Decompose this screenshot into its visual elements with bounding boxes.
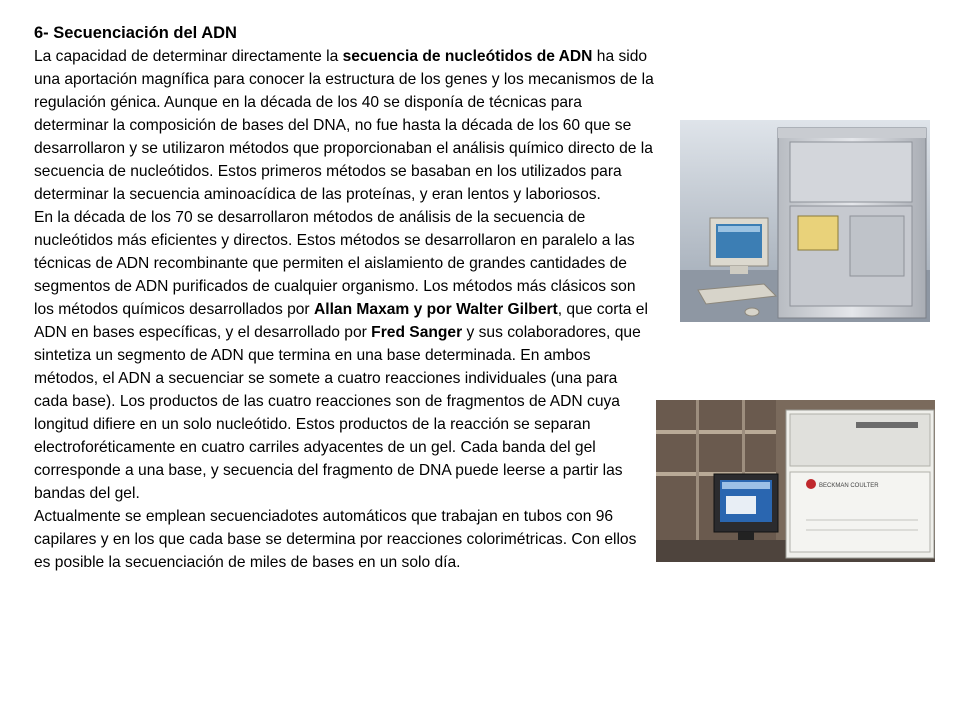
page-title: 6- Secuenciación del ADN (34, 24, 237, 42)
p2-text-c: , que corta el ADN en bases específicas, y el desarrollado por (34, 301, 648, 341)
document-body (34, 22, 654, 574)
p1-text-c: ha sido una aportación magnífica para conocer la estructura de los genes y los mecanismos de la regulación génica. Aunque en la década de los 40 se disponía de técnicas para determinar la composición de bases del DNA, no fue hasta la década de los 60 que se desarrollaron y se utilizaron métodos que proporcionaban el análisis químico directo de la secuencia de nucleótidos. Estos primeros métodos se basaban en los utilizados para determinar la secuencia aminoacídica de las proteínas, y eran lentos y laboriosos. (34, 48, 654, 203)
sequencer-photo-2 (656, 400, 935, 562)
photo2-brand-text: BECKMAN COULTER (819, 483, 879, 489)
paragraph-2 (34, 206, 654, 505)
p2-text-a: En la década de los 70 se desarrollaron métodos de análisis de la secuencia de nucleótidos más eficientes y directos. Estos métodos se desarrollaron en paralelo a las técnicas de ADN recombinante que permiten el aislamiento de grandes cantidades de segmentos de ADN purificados de cualquier organismo. Los métodos más clásicos son los métodos químicos desarrollados por (34, 209, 636, 318)
p1-text-a: La capacidad de determinar directamente la (34, 48, 343, 65)
sequencer-photo-2-illustration (656, 400, 935, 562)
sequencer-photo-1-illustration (680, 120, 930, 322)
paragraph-3: Actualmente se emplean secuenciadotes automáticos que trabajan en tubos con 96 capilares y en los que cada base se determina por reacciones colorimétricas. Con ellos es posible la secuenciación de miles de bases en un solo día. (34, 508, 637, 571)
paragraph-1 (34, 45, 654, 206)
p2-bold-names: Allan Maxam y por Walter Gilbert (313, 301, 558, 318)
p1-bold-term: secuencia de nucleótidos de ADN (342, 48, 593, 65)
p2-bold-sanger: Fred Sanger (371, 324, 463, 341)
sequencer-photo-1 (680, 120, 930, 322)
p2-text-d: y sus colaboradores, que sintetiza un segmento de ADN que termina en una base determinada. En ambos métodos, el ADN a secuenciar se somete a cuatro reacciones individuales (una para cada base). Los productos de las cuatro reacciones son de fragmentos de ADN cuya longitud difiere en un solo nucleótido. Estos productos de la reacción se separan electroforéticamente en cuatro carriles adyacentes de un gel. Cada banda del gel corresponde a una base, y secuencia del fragmento de DNA puede leerse a partir las bandas del gel. (34, 324, 641, 502)
